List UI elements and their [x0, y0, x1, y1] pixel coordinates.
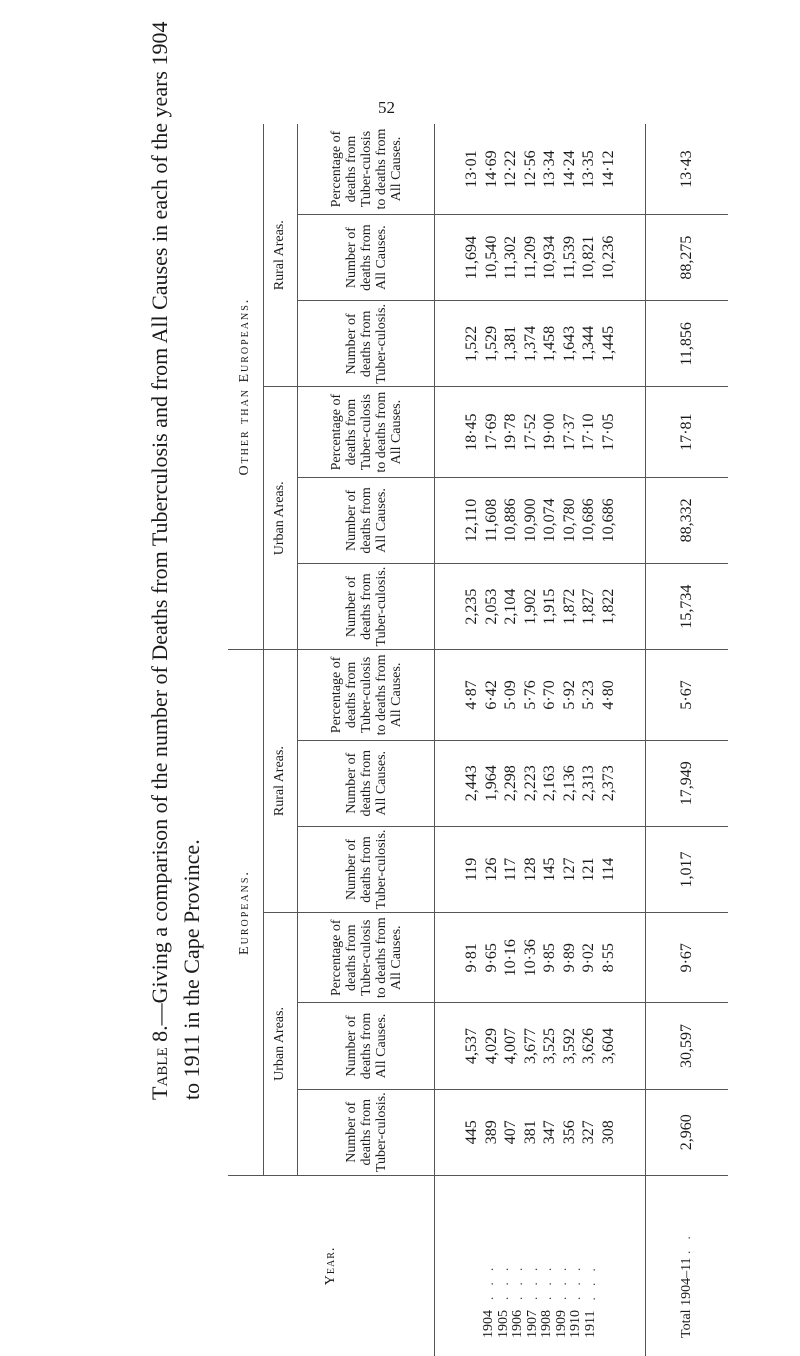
table-cell: 10,934	[541, 235, 559, 280]
table-cell: 1,822	[599, 588, 617, 625]
table-cell: 13·35	[580, 150, 598, 188]
table-cell: 5·09	[502, 680, 520, 710]
table-cell: 2,313	[580, 765, 598, 802]
table-cell: 127	[560, 857, 578, 882]
caption-text: —Giving a comparison of the number of Deaths from Tuberculosis and from All Causes in each of the years 1904 to 1911 in the Cape Province.	[147, 21, 204, 1100]
col-other-urban-tb	[462, 564, 618, 649]
table-cell: 17·52	[521, 413, 539, 451]
table-cell: 13·34	[541, 150, 559, 188]
column-header-all-deaths: Number of deaths from All Causes.	[298, 1003, 435, 1089]
year-row-label	[511, 1176, 526, 1338]
table-cell: 4,007	[502, 1028, 520, 1064]
page-number: 52	[378, 98, 395, 117]
col-eu-urban-tb	[462, 1090, 618, 1175]
table-cell: 1,915	[541, 588, 559, 625]
leader-dots: . . .	[481, 1263, 497, 1300]
table-cell: 13·01	[463, 150, 481, 188]
table-caption	[144, 20, 208, 1100]
table-cell: 10,821	[580, 235, 598, 280]
table-cell: 11,302	[502, 235, 520, 280]
table-cell: 445	[463, 1120, 481, 1145]
table-cell: 2,136	[560, 765, 578, 802]
table-cell: 11,209	[521, 235, 539, 280]
column-header-percentage: Percentage of deaths from Tuber-culosis to deaths from All Causes.	[298, 124, 435, 215]
table-cell: 2,053	[482, 588, 500, 625]
table-cell: 9·81	[463, 943, 481, 973]
table-cell: 2,373	[599, 765, 617, 802]
total-value: 15,734	[646, 564, 728, 650]
table-cell: 12,110	[463, 498, 481, 543]
table-cell: 17·69	[482, 413, 500, 451]
leader-dots: . . .	[582, 1264, 598, 1301]
total-value: 5·67	[646, 650, 728, 740]
group-header-other-than-europeans: Other than Europeans.	[228, 124, 264, 650]
table-cell: 308	[599, 1120, 617, 1145]
table-cell: 1,902	[521, 588, 539, 625]
column-header-all-deaths: Number of deaths from All Causes.	[298, 215, 435, 301]
column-header-percentage: Percentage of deaths from Tuber-culosis to deaths from All Causes.	[298, 650, 435, 740]
table-cell: 1,643	[560, 325, 578, 362]
column-header-all-deaths: Number of deaths from All Causes.	[298, 740, 435, 826]
table-cell: 1,872	[560, 588, 578, 625]
deaths-comparison-table	[228, 124, 728, 1356]
column-header-tb-deaths: Number of deaths from Tuber-culosis.	[298, 826, 435, 912]
table-cell: 1,827	[580, 588, 598, 625]
table-cell: 10,686	[580, 498, 598, 543]
table-cell: 145	[541, 857, 559, 882]
col-other-rural-all	[462, 215, 618, 300]
table-cell: 9·02	[580, 943, 598, 973]
leader-dots: . . .	[568, 1263, 584, 1300]
year-row-label	[497, 1176, 512, 1338]
leader-dots: . . .	[495, 1263, 511, 1300]
col-eu-rural-all	[462, 741, 618, 826]
table-cell: 10,886	[502, 498, 520, 543]
table-cell: 19·00	[541, 413, 559, 451]
col-eu-rural-tb	[462, 827, 618, 912]
year-value: 1905	[495, 1310, 511, 1338]
table-cell: 1,374	[521, 325, 539, 362]
total-value: 1,017	[646, 826, 728, 912]
total-value: 30,597	[646, 1003, 728, 1089]
table-cell: 2,443	[463, 765, 481, 802]
table-cell: 14·69	[482, 150, 500, 188]
table-cell: 356	[560, 1120, 578, 1145]
table-cell: 10,686	[599, 498, 617, 543]
table-cell: 119	[463, 857, 481, 882]
table-cell: 3,592	[560, 1028, 578, 1064]
year-value: 1911	[582, 1310, 598, 1338]
table-cell: 10,900	[521, 498, 539, 543]
table-cell: 4·80	[599, 680, 617, 710]
table-cell: 121	[580, 857, 598, 882]
col-other-rural-pct	[462, 124, 618, 214]
table-cell: 19·78	[502, 413, 520, 451]
col-other-rural-tb	[462, 301, 618, 386]
total-row	[646, 124, 728, 1356]
table-cell: 9·85	[541, 943, 559, 973]
total-label: Total 1904–11 . .	[678, 1232, 695, 1338]
table-cell: 17·10	[580, 413, 598, 451]
table-cell: 6·42	[482, 680, 500, 710]
table-cell: 381	[521, 1120, 539, 1145]
column-header-tb-deaths: Number of deaths from Tuber-culosis.	[298, 564, 435, 650]
year-value: 1910	[568, 1310, 584, 1338]
table-cell: 1,458	[541, 325, 559, 362]
table-cell: 1,381	[502, 325, 520, 362]
table-cell: 10,540	[482, 235, 500, 280]
table-cell: 9·65	[482, 943, 500, 973]
table-cell: 2,104	[502, 588, 520, 625]
table-cell: 2,298	[502, 765, 520, 802]
table-cell: 10·16	[502, 939, 520, 977]
subgroup-header-europeans-rural: Rural Areas.	[264, 650, 298, 913]
table-cell: 4,029	[482, 1028, 500, 1064]
total-value: 17,949	[646, 740, 728, 826]
column-header-tb-deaths: Number of deaths from Tuber-culosis.	[298, 1089, 435, 1175]
table-cell: 327	[580, 1120, 598, 1145]
year-value: 1904	[481, 1310, 497, 1338]
table-cell: 2,163	[541, 765, 559, 802]
table-cell: 389	[482, 1120, 500, 1145]
table-cell: 10,236	[599, 235, 617, 280]
table-cell: 12·22	[502, 150, 520, 188]
leader-dots: . . .	[539, 1263, 555, 1300]
year-value: 1908	[539, 1310, 555, 1338]
year-value: 1907	[524, 1310, 540, 1338]
year-value: 1906	[510, 1310, 526, 1338]
total-value: 13·43	[646, 124, 728, 215]
table-cell: 128	[521, 857, 539, 882]
subgroup-header-europeans-urban: Urban Areas.	[264, 913, 298, 1176]
leader-dots: . . .	[524, 1263, 540, 1300]
table-cell: 347	[541, 1120, 559, 1145]
year-row-label	[482, 1176, 497, 1338]
total-value: 17·81	[646, 387, 728, 477]
table-cell: 5·76	[521, 680, 539, 710]
table-cell: 11,539	[560, 235, 578, 280]
year-row-label	[584, 1176, 599, 1338]
leader-dots: . . .	[510, 1263, 526, 1300]
table-cell: 18·45	[463, 413, 481, 451]
year-row-label	[569, 1176, 584, 1338]
table-cell: 5·92	[560, 680, 578, 710]
year-list	[435, 1175, 646, 1356]
table-cell: 2,223	[521, 765, 539, 802]
year-row-label	[526, 1176, 541, 1338]
column-header-percentage: Percentage of deaths from Tuber-culosis to deaths from All Causes.	[298, 387, 435, 477]
year-value: 1909	[553, 1310, 569, 1338]
column-header-tb-deaths: Number of deaths from Tuber-culosis.	[298, 301, 435, 387]
year-column-header: Year.	[228, 1175, 435, 1356]
col-eu-urban-pct	[462, 913, 618, 1002]
subgroup-header-others-urban: Urban Areas.	[264, 387, 298, 650]
yearly-data-block	[435, 124, 646, 1356]
table-cell: 407	[502, 1120, 520, 1145]
subgroup-header-others-rural: Rural Areas.	[264, 124, 298, 387]
leader-dots: . . .	[553, 1263, 569, 1300]
table-cell: 126	[482, 857, 500, 882]
table-cell: 2,235	[463, 588, 481, 625]
total-value: 9·67	[646, 913, 728, 1003]
year-row-label	[555, 1176, 570, 1338]
table-cell: 10,780	[560, 498, 578, 543]
total-value: 88,332	[646, 477, 728, 563]
table-cell: 14·24	[560, 150, 578, 188]
col-eu-rural-pct	[462, 650, 618, 739]
total-value: 2,960	[646, 1089, 728, 1175]
table-cell: 10,074	[541, 498, 559, 543]
table-cell: 1,522	[463, 325, 481, 362]
column-header-all-deaths: Number of deaths from All Causes.	[298, 477, 435, 563]
table-cell: 10·36	[521, 939, 539, 977]
table-cell: 117	[502, 857, 520, 882]
table-cell: 5·23	[580, 680, 598, 710]
table-cell: 1,344	[580, 325, 598, 362]
table-cell: 3,626	[580, 1028, 598, 1064]
table-cell: 11,694	[463, 235, 481, 280]
table-cell: 17·37	[560, 413, 578, 451]
table-cell: 114	[599, 857, 617, 882]
caption-label: Table 8.	[147, 1025, 172, 1100]
group-header-europeans: Europeans.	[228, 650, 264, 1176]
col-eu-urban-all	[462, 1003, 618, 1088]
col-other-urban-all	[462, 478, 618, 563]
table-cell: 3,677	[521, 1028, 539, 1064]
table-cell: 3,604	[599, 1028, 617, 1064]
year-row-label	[540, 1176, 555, 1338]
table-cell: 1,445	[599, 325, 617, 362]
table-cell: 9·89	[560, 943, 578, 973]
table-cell: 4·87	[463, 680, 481, 710]
column-header-percentage: Percentage of deaths from Tuber-culosis to deaths from All Causes.	[298, 913, 435, 1003]
table-cell: 14·12	[599, 150, 617, 188]
table-cell: 17·05	[599, 413, 617, 451]
col-other-urban-pct	[462, 387, 618, 476]
table-cell: 4,537	[463, 1028, 481, 1064]
total-value: 11,856	[646, 301, 728, 387]
table-cell: 1,529	[482, 325, 500, 362]
table-cell: 12·56	[521, 150, 539, 188]
total-value: 88,275	[646, 215, 728, 301]
table-cell: 6·70	[541, 680, 559, 710]
table-cell: 1,964	[482, 765, 500, 802]
table-cell: 11,608	[482, 498, 500, 543]
table-cell: 8·55	[599, 943, 617, 973]
table-cell: 3,525	[541, 1028, 559, 1064]
